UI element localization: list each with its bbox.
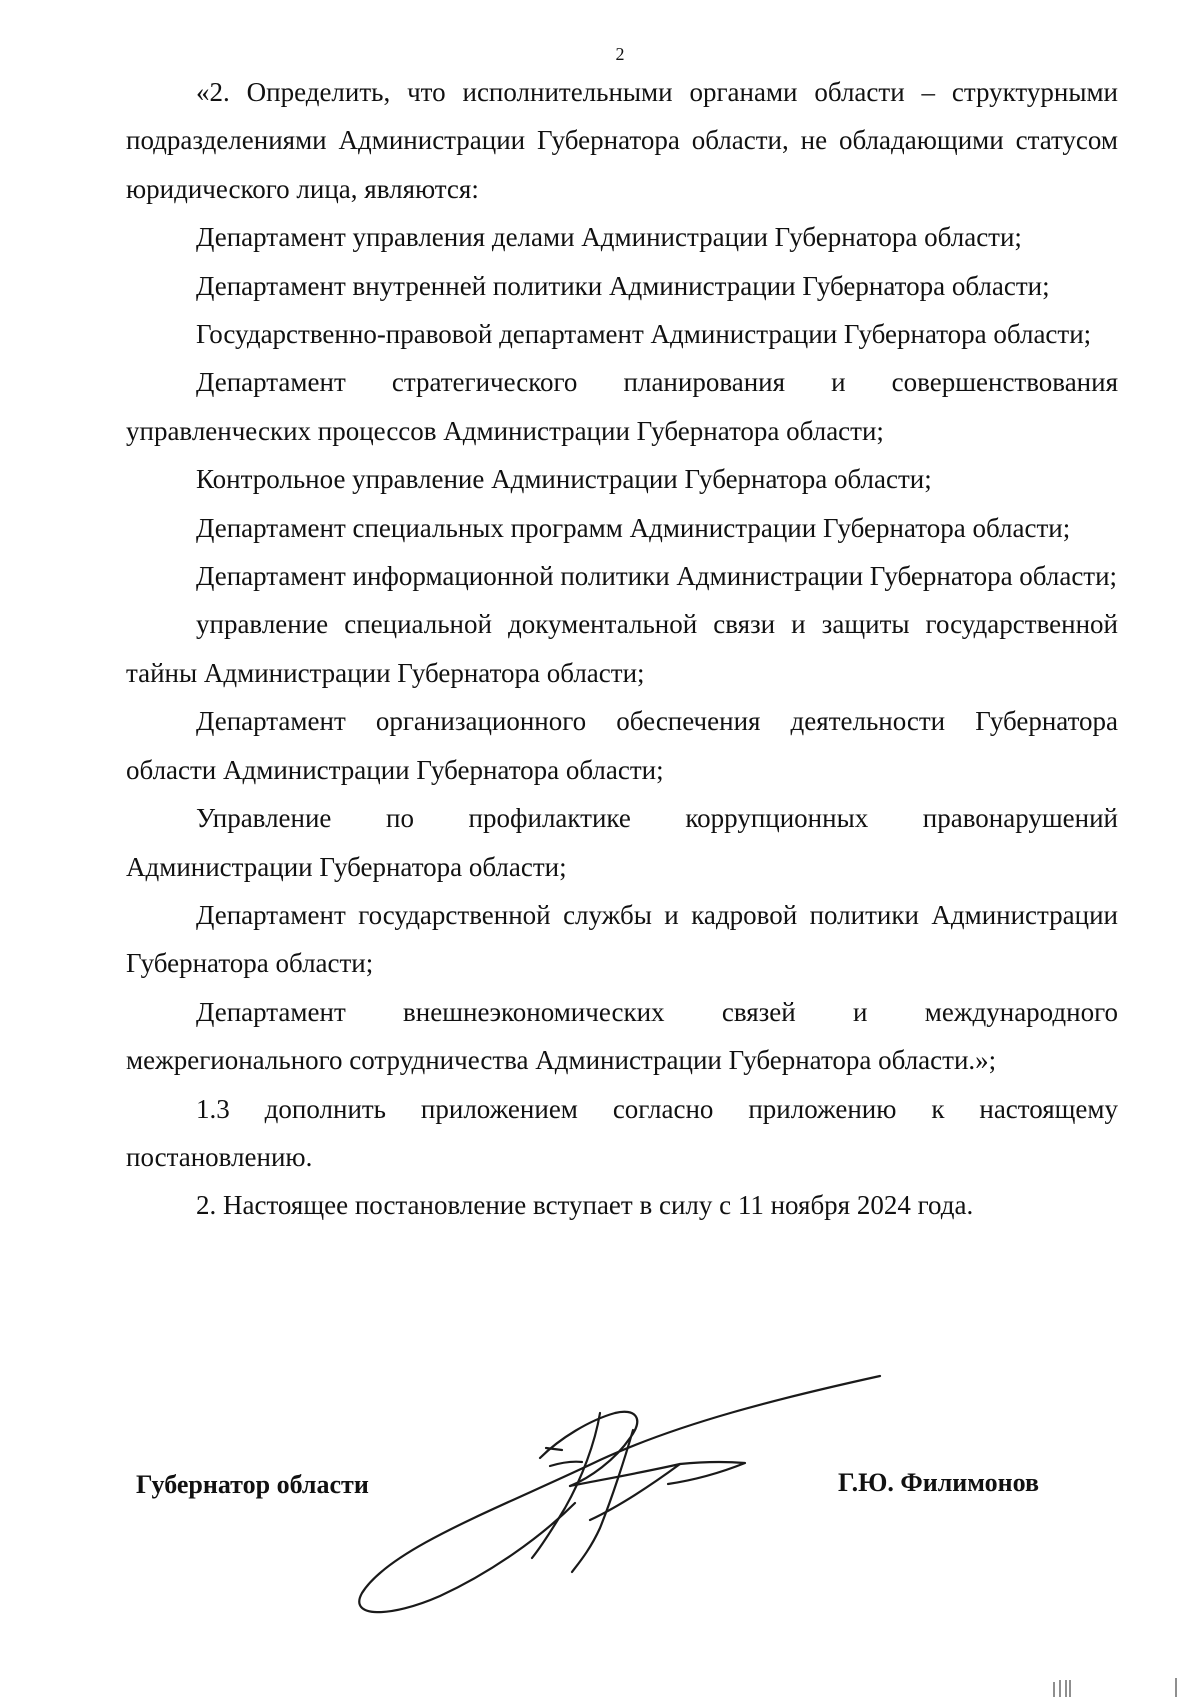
list-item: Департамент информационной политики Администрации Губернатора области; [196,561,1118,592]
list-item: Департамент государственной службы и кадровой политики Администрации Губернатора области; [126,899,1118,979]
list-item: Департамент специальных программ Администрации Губернатора области; [196,512,1071,543]
paragraph-effective-date: 2. Настоящее постановление вступает в силу с 11 ноября 2024 года. [196,1190,974,1221]
list-item: управление специальной документальной связи и защиты государственной тайны Администрации Губернатора области; [126,609,1118,688]
list-item: Департамент внутренней политики Администрации Губернатора области; [196,270,1050,301]
list-item: Департамент организационного обеспечения деятельности Губернатора области Администрации Губернатора области; [126,706,1118,785]
document-body [126,68,1118,1230]
scan-marks [1050,1676,1190,1697]
list-item: Департамент внешнеэкономических связей и международного межрегионального сотрудничества Администрации Губернатора области.»; [126,996,1118,1076]
handwritten-signature [350,1368,910,1628]
paragraph-intro: «2. Определить, что исполнительными органами области – структурными подразделениями Администрации Губернатора области, не обладающими статусом юридического лица, являются: [126,77,1118,204]
list-item: Департамент стратегического планирования и совершенствования управленческих процессов Администрации Губернатора области; [126,367,1118,446]
signatory-title: Губернатор области [136,1470,369,1499]
signatory-name: Г.Ю. Филимонов [838,1468,1040,1497]
paragraph-amendment: 1.3 дополнить приложением согласно приложению к настоящему постановлению. [126,1093,1118,1172]
list-item: Департамент управления делами Администрации Губернатора области; [196,222,1022,253]
list-item: Управление по профилактике коррупционных правонарушений Администрации Губернатора области; [126,803,1118,882]
page-number: 2 [615,44,625,64]
list-item: Государственно-правовой департамент Администрации Губернатора области; [196,319,1092,350]
list-item: Контрольное управление Администрации Губернатора области; [196,464,932,495]
